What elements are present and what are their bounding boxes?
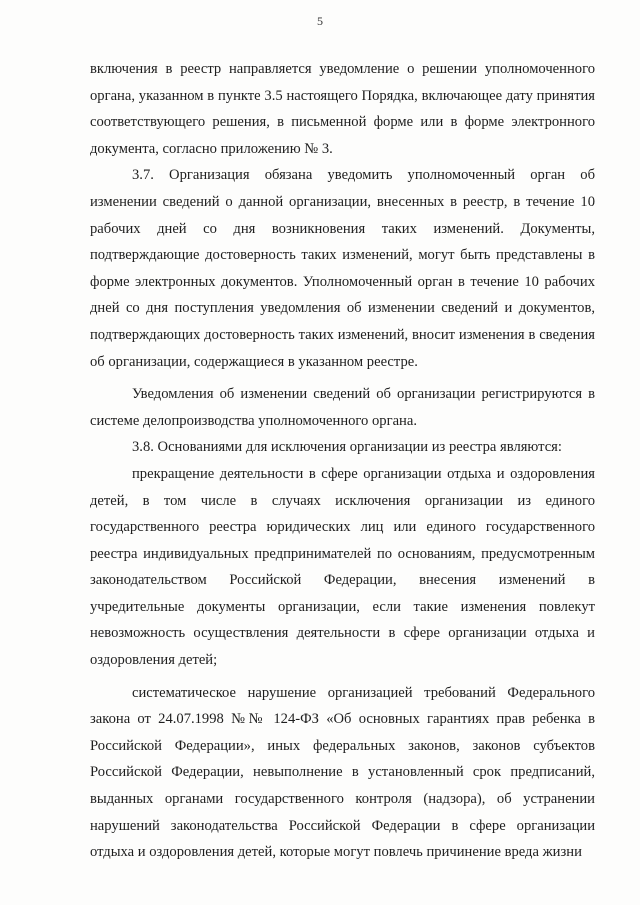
paragraph-continuation: включения в реестр направляется уведомление о решении уполномоченного органа, указанном в пункте 3.5 настоящего Порядка, включающее дату принятия соответствующего решения, в письменной форме или в форме электронного документа, согласно приложению № 3. (90, 61, 595, 157)
paragraph-termination-of-activity: прекращение деятельности в сфере организации отдыха и оздоровления детей, в том числе в случаях исключения организации из единого государственного реестра юридических лиц или единого государственного реестра индивидуальных предпринимателей по основаниям, предусмотренным законодательством Российской Федерации, внесения изменений в учредительные документы организации, если такие изменения повлекут невозможность осуществления деятельности в сфере организации отдыха и оздоровления детей; (90, 465, 595, 669)
paragraph-systematic-violation: систематическое нарушение организацией требований Федерального закона от 24.07.1998 №№ 124-ФЗ «Об основных гарантиях прав ребенка в Российской Федерации», иных федеральных законов, законов субъектов Российской Федерации, невыполнение в установленный срок предписаний, выданных органами государственного контроля (надзора), об устранении нарушений законодательства Российской Федерации в сфере организации отдыха и оздоровления детей, которые могут повлечь причинение вреда жизни (90, 684, 595, 861)
document-body (90, 56, 595, 866)
paragraph-notifications-registration: Уведомления об изменении сведений об организации регистрируются в системе делопроизводства уполномоченного органа. (90, 386, 595, 429)
paragraph-3-8: 3.8. Основаниями для исключения организации из реестра являются: (132, 439, 562, 456)
paragraph-3-7: 3.7. Организация обязана уведомить уполномоченный орган об изменении сведений о данной организации, внесенных в реестр, в течение 10 рабочих дней со дня возникновения таких изменений. Документы, подтверждающие достоверность таких изменений, могут быть представлены в форме электронных документов. Уполномоченный орган в течение 10 рабочих дней со дня поступления уведомления об изменении сведений и документов, подтверждающих достоверность таких изменений, вносит изменения в сведения об организации, содержащиеся в указанном реестре. (90, 167, 595, 370)
page-number: 5 (317, 14, 323, 28)
